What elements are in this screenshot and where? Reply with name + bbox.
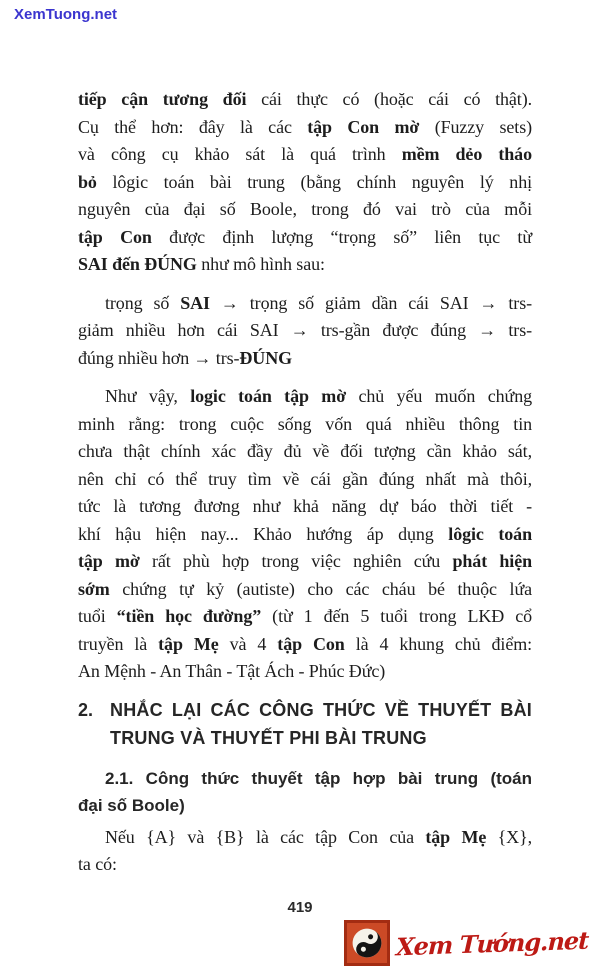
- text-line: [78, 438, 532, 466]
- serif-block: [78, 86, 532, 279]
- bold-text-run: SAI đến ĐÚNG: [78, 254, 197, 274]
- text-run: được định lượng “trọng số” liên tục từ: [151, 226, 532, 247]
- serif-block: [78, 383, 532, 686]
- heading-block: [78, 696, 532, 752]
- text-run: trọng số: [105, 292, 181, 313]
- bold-text-run: tập Con: [78, 226, 152, 247]
- bold-text-run: phát hiện: [452, 551, 532, 571]
- bold-text-run: tập Con mờ: [307, 116, 420, 137]
- text-run: {X},: [486, 826, 533, 847]
- text-run: khí hậu hiện nay... Khảo hướng áp dụng: [78, 523, 449, 544]
- text-line: [78, 114, 532, 142]
- text-line: [78, 851, 532, 879]
- bold-text-run: lôgic toán: [448, 523, 532, 544]
- text-run: (Fuzzy sets): [419, 116, 532, 137]
- bold-text-run: tập Con: [277, 633, 345, 654]
- text-run: nguyên của đại số Boole, trong đó vai trò của mỗi: [78, 199, 532, 219]
- page-number: 419: [287, 899, 313, 916]
- text-run: lôgic toán bài trung (bằng chính nguyên lý nhị: [96, 171, 532, 192]
- text-run: ta có:: [78, 854, 117, 874]
- text-line: [78, 196, 532, 224]
- text-line: [78, 765, 532, 792]
- text-run: đại số Boole): [78, 795, 185, 815]
- serif-block: [78, 824, 532, 879]
- text-run: chứng tự kỷ (autiste) cho các cháu bé thuộc lứa: [109, 578, 532, 599]
- text-line: [78, 792, 532, 819]
- bold-text-run: SAI: [180, 292, 210, 313]
- text-block: [78, 86, 532, 879]
- section-number: 2.: [78, 699, 94, 720]
- serif-block: [78, 290, 532, 373]
- text-run: tức là tương đương như khả năng dự báo thời tiết -: [78, 496, 532, 516]
- text-line: [78, 521, 532, 549]
- text-run: An Mệnh - An Thân - Tật Ách - Phúc Đức): [78, 661, 386, 681]
- text-line: [78, 548, 532, 576]
- text-run: 2.1. Công thức thuyết tập hợp bài trung (toán: [105, 768, 532, 788]
- text-run: và công cụ khảo sát là quá trình: [78, 144, 402, 164]
- text-run: Nếu {A} và {B} là các tập Con của: [105, 826, 426, 847]
- text-run: rất phù hợp trong việc nghiên cứu: [139, 551, 453, 571]
- text-run: (từ 1 đến 5 tuổi trong LKĐ cổ: [261, 606, 532, 626]
- watermark-xemtuong: XemTuong.net: [14, 6, 118, 23]
- text-line: [78, 824, 532, 852]
- text-line: [78, 290, 532, 318]
- text-line: [78, 169, 532, 197]
- bold-text-run: tập Mẹ: [158, 633, 219, 654]
- text-line: [78, 576, 532, 604]
- text-line: [78, 603, 532, 631]
- text-run: Như vậy,: [105, 386, 191, 406]
- text-run: cái thực có (hoặc cái có thật).: [246, 89, 532, 109]
- text-run: → trọng số giảm dần cái SAI → trs-: [209, 292, 532, 313]
- text-line: [78, 251, 532, 279]
- text-line: [78, 658, 532, 686]
- text-run: TRUNG VÀ THUYẾT PHI BÀI TRUNG: [110, 727, 427, 748]
- text-run: như mô hình sau:: [196, 254, 325, 274]
- text-line: [78, 631, 532, 659]
- text-run: giảm nhiều hơn cái SAI → trs-gần được đúng → trs-: [78, 320, 532, 340]
- text-run: NHẮC LẠI CÁC CÔNG THỨC VỀ THUYẾT BÀI: [110, 699, 532, 720]
- text-line: [78, 317, 532, 345]
- text-line: [110, 724, 532, 752]
- text-line: [78, 466, 532, 494]
- bold-text-run: tập Mẹ: [425, 826, 487, 847]
- text-run: truyền là: [78, 633, 159, 654]
- bold-text-run: mềm dẻo tháo: [401, 144, 532, 164]
- logo-text: Xem Tướng.net: [395, 925, 589, 961]
- text-run: đúng nhiều hơn → trs-: [78, 347, 240, 368]
- text-line: [78, 141, 532, 169]
- subheading-block: [78, 765, 532, 819]
- text-run: là 4 khung chủ điểm:: [344, 633, 533, 654]
- text-run: chưa thật chính xác đầy đủ về đối tượng cần khảo sát,: [78, 441, 532, 461]
- text-line: [78, 383, 532, 411]
- text-run: minh rằng: trong cuộc sống vốn quá nhiều thông tin: [78, 413, 532, 434]
- xemtuong-logo: [344, 920, 588, 966]
- text-line: [78, 411, 532, 439]
- bold-text-run: tiếp cận tương đối: [78, 89, 247, 109]
- text-run: chủ yếu muốn chứng: [346, 386, 533, 406]
- bold-text-run: “tiền học đường”: [116, 606, 262, 626]
- text-run: nên chỉ có thể truy tìm về cái gần đúng nhất mà thôi,: [78, 468, 532, 489]
- bold-text-run: tập mờ: [78, 551, 140, 571]
- bold-text-run: sớm: [78, 578, 110, 599]
- yin-yang-icon: [344, 920, 390, 966]
- text-run: Cụ thể hơn: đây là các: [78, 116, 308, 137]
- text-run: tuổi: [78, 606, 117, 626]
- text-line: [78, 493, 532, 521]
- text-line: [110, 696, 532, 724]
- text-line: [78, 86, 532, 114]
- text-line: [78, 345, 532, 373]
- bold-text-run: bỏ: [78, 171, 97, 192]
- text-line: [78, 224, 532, 252]
- bold-text-run: ĐÚNG: [239, 347, 293, 368]
- text-run: và 4: [218, 633, 278, 654]
- bold-text-run: logic toán tập mờ: [190, 386, 347, 406]
